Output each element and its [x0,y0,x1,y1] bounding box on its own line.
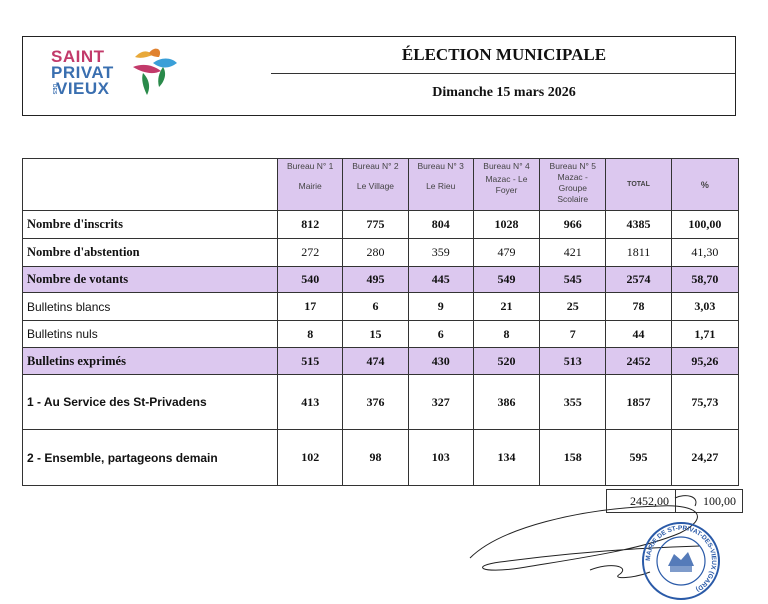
table-row-candidate-1 [23,375,739,430]
table-row-inscrits [23,211,739,239]
row-label: Nombre de votants [23,267,278,293]
bureau-header-3: Bureau N° 3 Le Rieu [408,159,473,211]
cell: 41,30 [671,239,738,267]
cell: 479 [473,239,539,267]
cell: 2452 [606,348,671,375]
logo-line-1: SAINT [51,47,105,66]
cell: 445 [408,267,473,293]
cell: 3,03 [671,293,738,321]
cell: 21 [473,293,539,321]
cell: 44 [606,321,671,348]
cell: 1028 [473,211,539,239]
stamp-text: MAIRIE DE ST-PRIVAT-DES-VIEUX (GARD) [644,524,718,593]
cell: 6 [408,321,473,348]
bureau-header-4: Bureau N° 4 Mazac - Le Foyer [473,159,539,211]
cell: 58,70 [671,267,738,293]
row-label: Nombre d'abstention [23,239,278,267]
cell: 75,73 [671,375,738,430]
cell: 540 [278,267,343,293]
cell: 25 [540,293,606,321]
cell: 7 [540,321,606,348]
logo-line-2: PRIVAT [51,63,114,82]
cell: 327 [408,375,473,430]
municipal-stamp [640,520,722,602]
bureau-header-2: Bureau N° 2 Le Village [343,159,408,211]
cell: 355 [540,375,606,430]
cell: 280 [343,239,408,267]
table-row-exprimes [23,348,739,375]
cell: 513 [540,348,606,375]
cell: 495 [343,267,408,293]
cell: 100,00 [671,211,738,239]
row-label: Bulletins blancs [23,293,278,321]
cell: 804 [408,211,473,239]
total-header: TOTAL [606,159,671,211]
cell: 8 [278,321,343,348]
table-row-blancs [23,293,739,321]
cell: 359 [408,239,473,267]
cell: 9 [408,293,473,321]
table-row-votants [23,267,739,293]
check-total-percent: 100,00 [676,490,743,513]
row-label: Bulletins exprimés [23,348,278,375]
check-total-votes: 2452,00 [607,490,676,513]
cell: 595 [606,430,671,486]
cell: 812 [278,211,343,239]
cell: 98 [343,430,408,486]
table-row-abstention [23,239,739,267]
logo-text [51,49,114,97]
logo-line-3-text: VIEUX [56,79,110,98]
municipality-logo [51,47,181,105]
cell: 474 [343,348,408,375]
cell: 158 [540,430,606,486]
results-table [22,158,739,486]
cell: 545 [540,267,606,293]
cell: 549 [473,267,539,293]
cell: 2574 [606,267,671,293]
cell: 78 [606,293,671,321]
cell: 103 [408,430,473,486]
cell: 17 [278,293,343,321]
cell: 1857 [606,375,671,430]
percent-header: % [671,159,738,211]
cell: 775 [343,211,408,239]
cell: 272 [278,239,343,267]
bureau-header-1: Bureau N° 1 Mairie [278,159,343,211]
cell: 1811 [606,239,671,267]
cell: 134 [473,430,539,486]
table-row-nuls [23,321,739,348]
cell: 4385 [606,211,671,239]
cell: 413 [278,375,343,430]
cell: 386 [473,375,539,430]
bird-icon [113,47,183,97]
row-label: 1 - Au Service des St-Privadens [23,375,278,430]
cell: 430 [408,348,473,375]
cell: 24,27 [671,430,738,486]
logo-small-text: DES [51,84,57,95]
election-date: Dimanche 15 mars 2026 [432,85,576,100]
row-label: Bulletins nuls [23,321,278,348]
table-row-candidate-2 [23,430,739,486]
page-title: ÉLECTION MUNICIPALE [401,45,607,64]
cell: 8 [473,321,539,348]
header-divider [271,73,735,74]
bureau-header-5: Bureau N° 5 Mazac - Groupe Scolaire [540,159,606,211]
cell: 102 [278,430,343,486]
cell: 421 [540,239,606,267]
row-label: 2 - Ensemble, partageons demain [23,430,278,486]
header-blank-cell [23,159,278,211]
cell: 15 [343,321,408,348]
svg-text:MAIRIE DE ST-PRIVAT-DES-VIEUX [645,525,717,593]
cell: 6 [343,293,408,321]
cell: 95,26 [671,348,738,375]
cell: 1,71 [671,321,738,348]
table-header-row [23,159,739,211]
logo-line-3 [51,81,114,97]
cell: 376 [343,375,408,430]
row-label: Nombre d'inscrits [23,211,278,239]
cell: 520 [473,348,539,375]
cell: 966 [540,211,606,239]
cell: 515 [278,348,343,375]
header-box [22,36,736,116]
